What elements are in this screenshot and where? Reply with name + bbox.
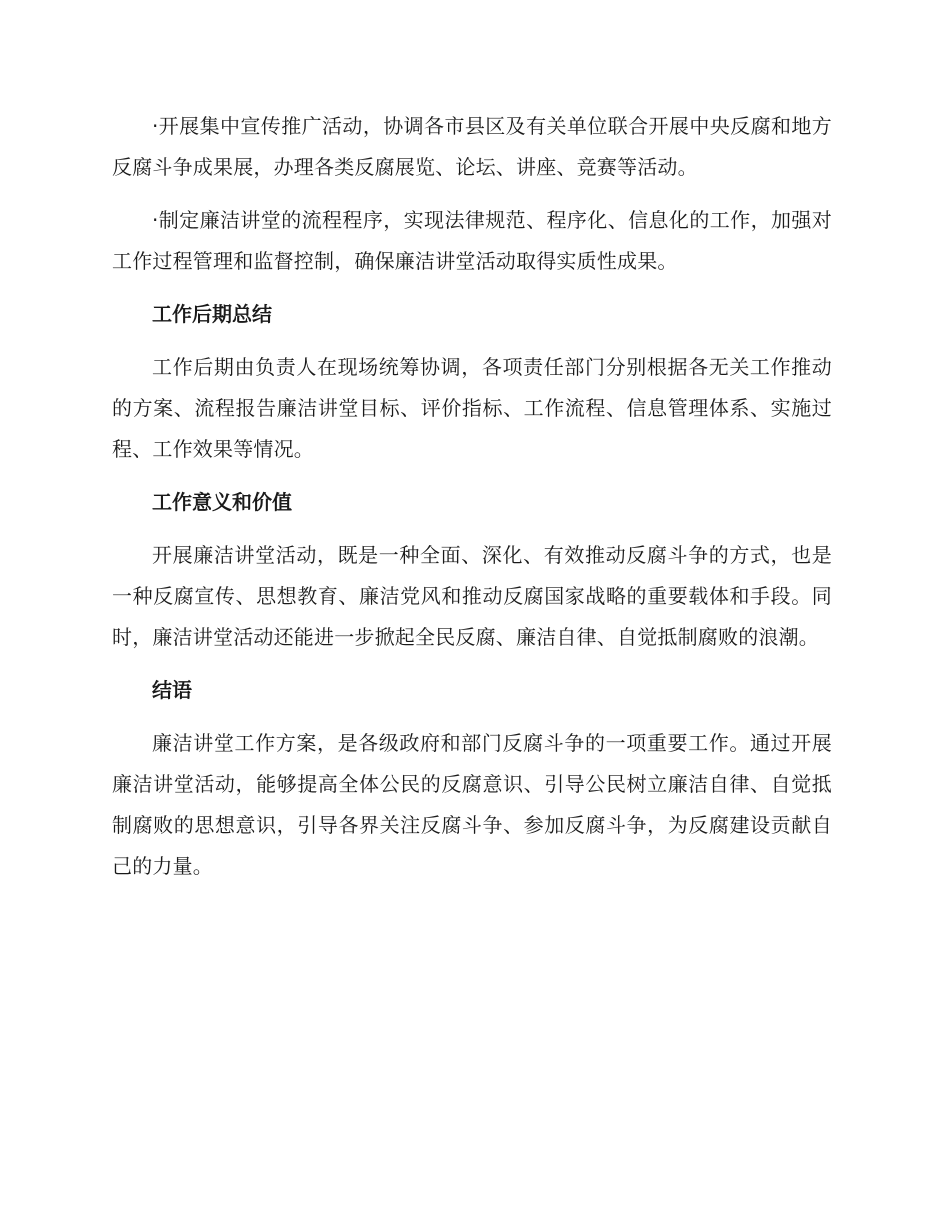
paragraph-work-summary: 工作后期由负责人在现场统筹协调，各项责任部门分别根据各无关工作推动的方案、流程报告廉洁讲堂目标、评价指标、工作流程、信息管理体系、实施过程、工作效果等情况。 [112,355,832,461]
heading-work-summary: 工作后期总结 [152,302,272,326]
heading-significance-value: 工作意义和价值 [152,490,292,514]
bullet-process-procedures: ·制定廉洁讲堂的流程程序，实现法律规范、程序化、信息化的工作，加强对工作过程管理和监督控制，确保廉洁讲堂活动取得实质性成果。 [112,208,832,273]
paragraph-significance-value: 开展廉洁讲堂活动，既是一种全面、深化、有效推动反腐斗争的方式，也是一种反腐宣传、思想教育、廉洁党风和推动反腐国家战略的重要载体和手段。同时，廉洁讲堂活动还能进一步掀起全民反腐、廉洁自律、自觉抵制腐败的浪潮。 [112,543,832,649]
document-page [112,106,832,899]
heading-conclusion: 结语 [152,678,192,702]
bullet-promotion-activities: ·开展集中宣传推广活动，协调各市县区及有关单位联合开展中央反腐和地方反腐斗争成果展，办理各类反腐展览、论坛、讲座、竞赛等活动。 [112,114,832,179]
paragraph-conclusion: 廉洁讲堂工作方案，是各级政府和部门反腐斗争的一项重要工作。通过开展廉洁讲堂活动，能够提高全体公民的反腐意识、引导公民树立廉洁自律、自觉抵制腐败的思想意识，引导各界关注反腐斗争、参加反腐斗争，为反腐建设贡献自己的力量。 [112,731,832,878]
